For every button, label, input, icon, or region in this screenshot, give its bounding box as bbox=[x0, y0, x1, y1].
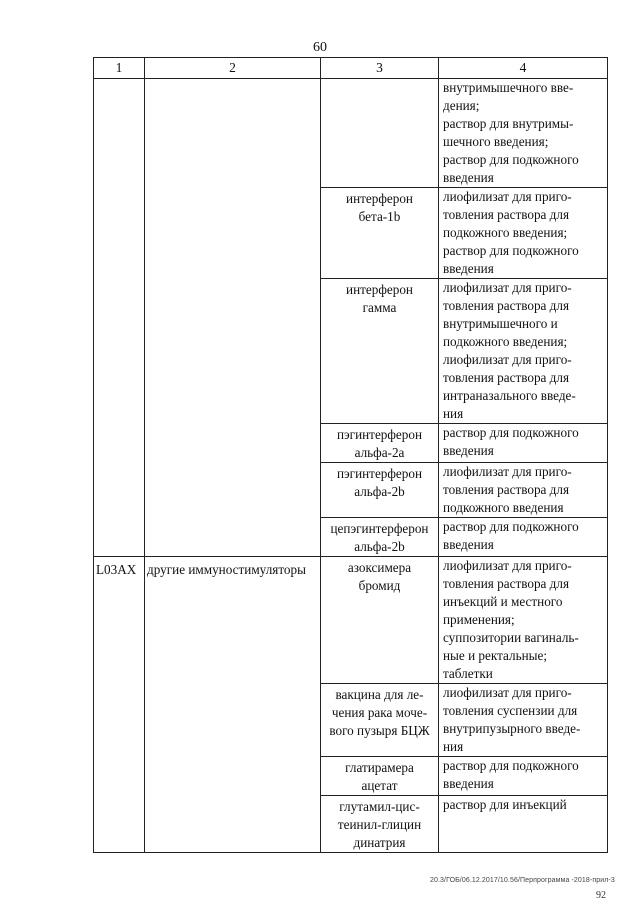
dosage-form-line: товления раствора для bbox=[443, 482, 570, 497]
dosage-form-line: внутримышечного вве- bbox=[443, 80, 574, 95]
dosage-forms-cell bbox=[439, 684, 608, 757]
page-number: 60 bbox=[313, 40, 327, 55]
dosage-form-line: введения bbox=[443, 170, 494, 185]
drug-name-cell bbox=[321, 796, 439, 853]
dosage-form-line: ные и ректальные; bbox=[443, 648, 548, 663]
dosage-forms-cell bbox=[439, 463, 608, 518]
dosage-form-line: интраназального введе- bbox=[443, 388, 576, 403]
dosage-form-line: таблетки bbox=[443, 666, 493, 681]
dosage-form-line: товления раствора для bbox=[443, 370, 570, 385]
anatomical-group-cell: другие иммуностимуляторы bbox=[145, 557, 321, 853]
drug-name-line: пэгинтерферон bbox=[336, 466, 423, 481]
drug-name-line: альфа-2b bbox=[354, 484, 405, 499]
dosage-form-line: раствор для подкожного bbox=[443, 425, 579, 440]
drug-name-cell bbox=[321, 279, 439, 424]
drug-name-line: пэгинтерферон bbox=[336, 427, 423, 442]
dosage-form-line: введения bbox=[443, 537, 494, 552]
dosage-form-line: введения bbox=[443, 443, 494, 458]
dosage-form-line: дения; bbox=[443, 98, 480, 113]
dosage-forms-cell bbox=[439, 557, 608, 684]
drug-name-cell bbox=[321, 463, 439, 518]
dosage-form-line: введения bbox=[443, 261, 494, 276]
drug-name-cell bbox=[321, 684, 439, 757]
atc-code-cell bbox=[94, 79, 145, 557]
table-header-row bbox=[94, 58, 608, 79]
dosage-form-line: лиофилизат для приго- bbox=[443, 558, 572, 573]
dosage-form-line: ния bbox=[443, 406, 464, 421]
dosage-form-line: раствор для внутримы- bbox=[443, 116, 574, 131]
drug-table bbox=[93, 57, 608, 853]
drug-name-line: гамма bbox=[362, 300, 397, 315]
drug-name-line: альфа-2b bbox=[354, 539, 405, 554]
dosage-form-line: инъекций и местного bbox=[443, 594, 563, 609]
anatomical-group-cell bbox=[145, 79, 321, 557]
dosage-form-line: раствор для подкожного bbox=[443, 243, 579, 258]
dosage-form-line: раствор для подкожного bbox=[443, 758, 579, 773]
dosage-form-line: внутримышечного и bbox=[443, 316, 558, 331]
drug-name-cell bbox=[321, 79, 439, 188]
dosage-form-line: раствор для инъекций bbox=[443, 797, 567, 812]
drug-name-line: теинил-глицин bbox=[337, 817, 422, 832]
drug-name-line: чения рака моче- bbox=[331, 705, 428, 720]
drug-name-line: ацетат bbox=[361, 778, 398, 793]
drug-name-line: интерферон bbox=[346, 191, 413, 206]
drug-name-cell bbox=[321, 424, 439, 463]
dosage-forms-cell bbox=[439, 279, 608, 424]
drug-name-line: динатрия bbox=[353, 835, 406, 850]
drug-name-line: глутамил-цис- bbox=[339, 799, 420, 814]
dosage-forms-cell bbox=[439, 757, 608, 796]
dosage-form-line: суппозитории вагиналь- bbox=[443, 630, 579, 645]
atc-code-cell: L03AX bbox=[94, 557, 145, 853]
drug-name-line: вакцина для ле- bbox=[335, 687, 424, 702]
dosage-forms-cell bbox=[439, 79, 608, 188]
header-col-3: 3 bbox=[321, 58, 439, 79]
header-col-4: 4 bbox=[439, 58, 608, 79]
header-col-1: 1 bbox=[94, 58, 145, 79]
drug-name-cell bbox=[321, 757, 439, 796]
drug-name-line: альфа-2а bbox=[354, 445, 405, 460]
footer-stamp: 20.3/ГОБ/06.12.2017/10.56/Перпрограмма -2018-прил-3 bbox=[430, 877, 615, 884]
drug-name-line: глатирамера bbox=[345, 760, 414, 775]
dosage-form-line: раствор для подкожного bbox=[443, 519, 579, 534]
drug-name-cell bbox=[321, 188, 439, 279]
dosage-forms-cell bbox=[439, 424, 608, 463]
dosage-forms-cell bbox=[439, 518, 608, 557]
drug-name-line: цепэгинтерферон bbox=[330, 521, 429, 536]
drug-name-cell bbox=[321, 557, 439, 684]
dosage-form-line: подкожного введения; bbox=[443, 334, 568, 349]
table-row bbox=[94, 79, 608, 188]
dosage-form-line: товления суспензии для bbox=[443, 703, 578, 718]
dosage-form-line: товления раствора для bbox=[443, 298, 570, 313]
drug-name-line: бета-1b bbox=[358, 209, 401, 224]
dosage-form-line: товления раствора для bbox=[443, 576, 570, 591]
dosage-form-line: лиофилизат для приго- bbox=[443, 280, 572, 295]
dosage-form-line: лиофилизат для приго- bbox=[443, 352, 572, 367]
drug-name-line: вого пузыря БЦЖ bbox=[329, 723, 430, 738]
dosage-forms-cell bbox=[439, 188, 608, 279]
dosage-form-line: введения bbox=[443, 776, 494, 791]
dosage-form-line: подкожного введения bbox=[443, 500, 564, 515]
dosage-form-line: ния bbox=[443, 739, 464, 754]
dosage-form-line: внутрипузырного введе- bbox=[443, 721, 581, 736]
dosage-form-line: применения; bbox=[443, 612, 515, 627]
dosage-form-line: товления раствора для bbox=[443, 207, 570, 222]
corner-mark: 92 bbox=[596, 890, 606, 901]
table-row bbox=[94, 557, 608, 684]
drug-name-line: бромид bbox=[358, 578, 401, 593]
dosage-form-line: лиофилизат для приго- bbox=[443, 189, 572, 204]
dosage-forms-cell bbox=[439, 796, 608, 853]
header-col-2: 2 bbox=[145, 58, 321, 79]
dosage-form-line: шечного введения; bbox=[443, 134, 549, 149]
drug-name-line: азоксимера bbox=[347, 560, 412, 575]
dosage-form-line: раствор для подкожного bbox=[443, 152, 579, 167]
dosage-form-line: лиофилизат для приго- bbox=[443, 464, 572, 479]
dosage-form-line: подкожного введения; bbox=[443, 225, 568, 240]
dosage-form-line: лиофилизат для приго- bbox=[443, 685, 572, 700]
drug-name-line: интерферон bbox=[346, 282, 413, 297]
drug-name-cell bbox=[321, 518, 439, 557]
